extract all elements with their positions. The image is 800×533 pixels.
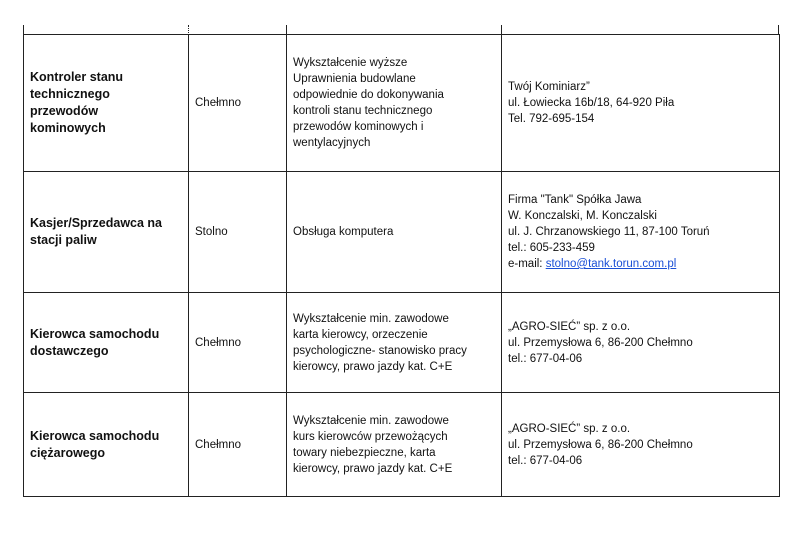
email-link[interactable]: stolno@tank.torun.com.pl: [545, 258, 677, 270]
employer-cell: Firma "Tank" Spółka Jawa W. Konczalski, M. Konczalski ul. J. Chrzanowskiego 11, 87-100 Toruń tel.: 605-233-459 e-mail: stolno@tank.torun.com.pl: [502, 172, 780, 293]
table-row: [24, 172, 780, 293]
requirements-cell: Wykształcenie min. zawodowe kurs kierowców przewożących towary niebezpieczne, karta kierowcy, prawo jazdy kat. C+E: [287, 393, 502, 497]
table-row: [24, 393, 780, 497]
email-line: e-mail: stolno@tank.torun.com.pl: [508, 258, 677, 270]
requirements-cell: Wykształcenie wyższe Uprawnienia budowlane odpowiednie do dokonywania kontroli stanu technicznego przewodów kominowych i wentylacyjnych: [287, 35, 502, 172]
employer-cell: „AGRO-SIEĆ” sp. z o.o. ul. Przemysłowa 6, 86-200 Chełmno tel.: 677-04-06: [502, 393, 780, 497]
position-cell: Kasjer/Sprzedawca na stacji paliw: [24, 172, 189, 293]
location-cell: Chełmno: [189, 293, 287, 393]
table-row: [24, 293, 780, 393]
employer-cell: „AGRO-SIEĆ” sp. z o.o. ul. Przemysłowa 6, 86-200 Chełmno tel.: 677-04-06: [502, 293, 780, 393]
employer-cell: Twój Kominiarz” ul. Łowiecka 16b/18, 64-920 Piła Tel. 792-695-154: [502, 35, 780, 172]
position-cell: Kierowca samochodu dostawczego: [24, 293, 189, 393]
location-cell: Chełmno: [189, 393, 287, 497]
location-cell: Chełmno: [189, 35, 287, 172]
location-cell: Stolno: [189, 172, 287, 293]
requirements-cell: Wykształcenie min. zawodowe karta kierowcy, orzeczenie psychologiczne- stanowisko pracy kierowcy, prawo jazdy kat. C+E: [287, 293, 502, 393]
table-row: [24, 35, 780, 172]
requirements-cell: Obsługa komputera: [287, 172, 502, 293]
position-cell: Kierowca samochodu ciężarowego: [24, 393, 189, 497]
position-cell: Kontroler stanu technicznego przewodów kominowych: [24, 35, 189, 172]
job-offers-table: [23, 34, 780, 497]
